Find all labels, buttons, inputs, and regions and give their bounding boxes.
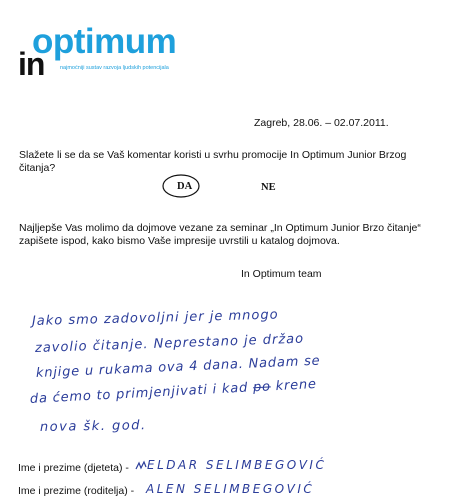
date-location: Zagreb, 28.06. – 02.07.2011. [254,117,389,129]
consent-question: Slažete li se da se Vaš komentar koristi u svrhu promocije In Optimum Junior Brzog čitanja? [19,149,407,174]
logo-brand: optimum [32,22,177,61]
handwritten-line-2: zavolio čitanje. Neprestano je držao [34,331,305,356]
handwritten-strikethrough: po [252,379,272,396]
parent-name-value[interactable]: ALEN SELIMBEGOVIĆ [146,482,315,496]
team-signature: In Optimum team [241,268,322,280]
consent-no-option[interactable]: NE [261,182,276,193]
handwritten-line-5: nova šk. god. [39,418,147,435]
handwritten-line-4-start: da ćemo to primjenjivati i kad [29,380,249,407]
handwritten-line-4-end: krene [275,376,318,395]
consent-yes-option[interactable]: DA [177,181,193,192]
child-name-label: Ime i prezime (djeteta) - [18,462,129,474]
handwritten-line-1: Jako smo zadovoljni jer je mnogo [31,307,279,329]
parent-name-label: Ime i prezime (roditelja) - [18,485,135,497]
logo-in: in [18,46,45,82]
request-text: Najljepše Vas molimo da dojmove vezane za seminar „In Optimum Junior Brzo čitanje“ zapišete ispod, kako bismo Vaše impresije uvrstili u katalog dojmova. [19,222,421,247]
child-name-value[interactable]: ELDAR SELIMBEGOVIĆ [147,458,327,472]
scribble-icon [134,459,148,473]
handwritten-line-3: knjige u rukama ova 4 dana. Nadam se [35,353,321,381]
company-logo [18,24,218,84]
handwritten-line-4 [30,377,318,407]
logo-tagline: najmoćniji sustav razvoja ljudskih potencijala [60,65,169,71]
